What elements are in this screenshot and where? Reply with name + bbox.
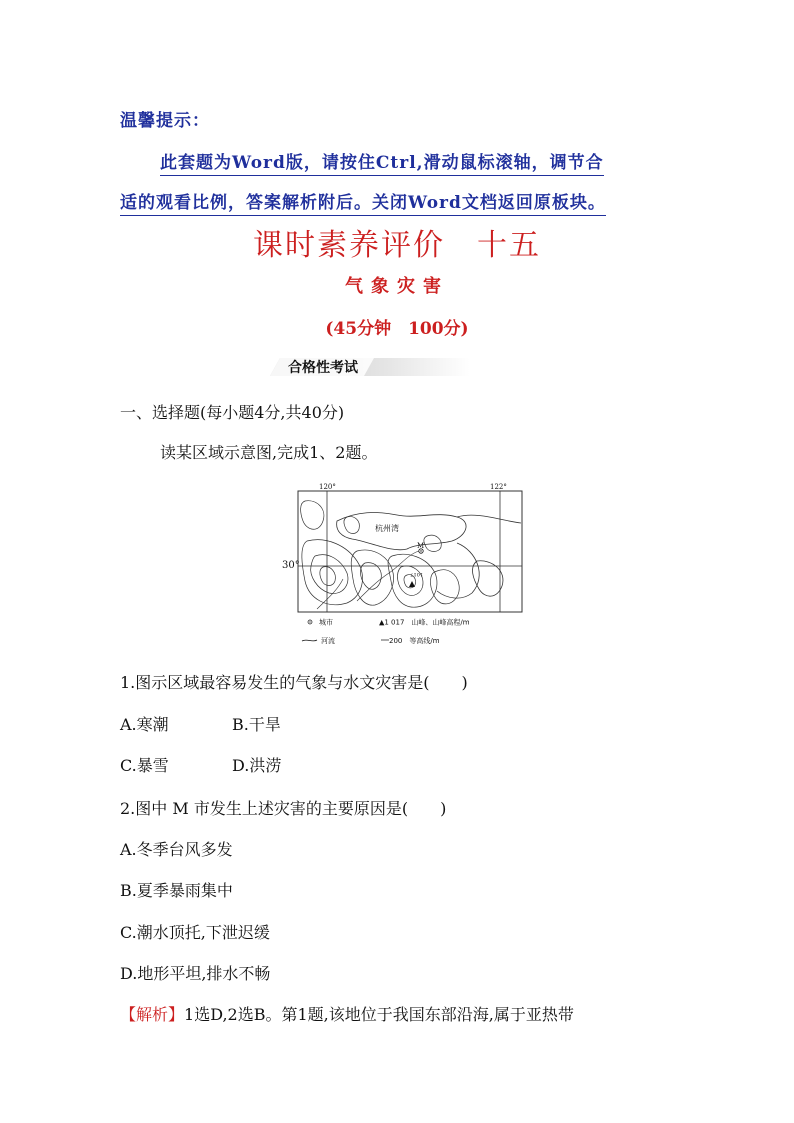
page-subtitle: 气象灾害 <box>345 276 449 297</box>
question-1-stem: 1.图示区域最容易发生的气象与水文灾害是( ) <box>120 673 468 692</box>
section-banner: 合格性考试 <box>288 360 358 376</box>
bay-label: 杭州湾 <box>375 524 399 533</box>
legend-contour: 200 等高线/m <box>389 637 440 645</box>
city-m-label: M <box>417 542 425 550</box>
lon-right-label: 122° <box>490 483 507 491</box>
analysis <box>120 1002 574 1025</box>
lon-left-label: 120° <box>319 483 336 491</box>
legend-river: 河流 <box>321 637 335 645</box>
region-map <box>297 481 523 651</box>
instruction: 读某区域示意图,完成1、2题。 <box>160 443 378 462</box>
peak-value: 1017 <box>410 571 423 577</box>
question-1-option-c: C.暴雪 <box>120 756 169 775</box>
question-2-option-c: C.潮水顶托,下泄迟缓 <box>120 923 270 942</box>
notice-line-1: 此套题为Word版，请按住Ctrl,滑动鼠标滚轴，调节合 <box>160 148 604 176</box>
river-legend-icon <box>302 640 317 641</box>
notice-line-2: 适的观看比例，答案解析附后。关闭Word文档返回原板块。 <box>120 188 606 216</box>
analysis-text: 1选D,2选B。第1题,该地位于我国东部沿海,属于亚热带 <box>184 1005 574 1024</box>
time-score: (45分钟 100分) <box>325 319 469 339</box>
page-title: 课时素养评价 十五 <box>253 228 541 263</box>
lat-label: 30° <box>282 560 300 571</box>
question-1-option-a: A.寒潮 <box>120 715 169 734</box>
legend-city: 城市 <box>319 618 333 627</box>
analysis-tag: 【解析】 <box>120 1005 185 1024</box>
section-heading: 一、选择题(每小题4分,共40分) <box>120 403 345 422</box>
question-2-stem: 2.图中 M 市发生上述灾害的主要原因是( ) <box>120 799 447 818</box>
question-2-option-b: B.夏季暴雨集中 <box>120 881 233 900</box>
legend-peak: ▲1 017 山峰、山峰高程/m <box>379 618 470 627</box>
question-2-option-d: D.地形平坦,排水不畅 <box>120 964 271 983</box>
question-1-option-b: B.干旱 <box>232 715 281 734</box>
notice-title: 温馨提示： <box>120 111 210 131</box>
question-2-option-a: A.冬季台风多发 <box>120 840 233 859</box>
question-1-option-d: D.洪涝 <box>232 756 282 775</box>
